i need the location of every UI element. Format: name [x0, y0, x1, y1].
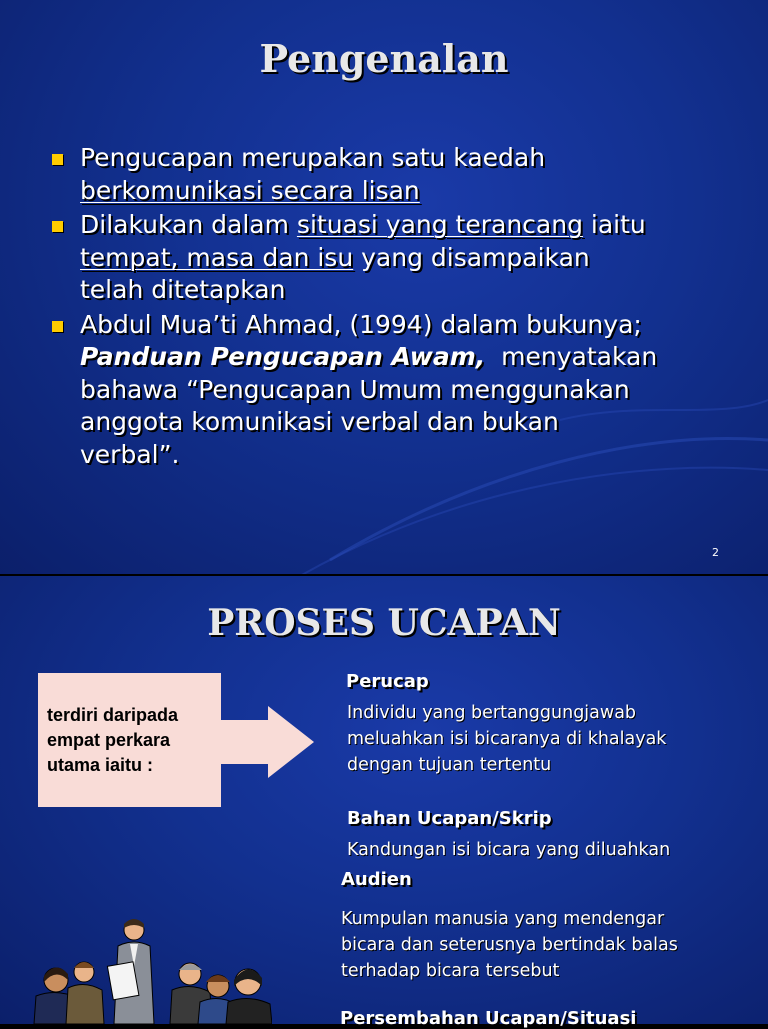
term-audien: Audien: [341, 869, 412, 890]
bullet-list: [48, 142, 728, 473]
bullet-item: [48, 309, 728, 472]
square-bullet-icon: [52, 154, 63, 165]
intro-box-line: utama iaitu :: [47, 755, 154, 775]
square-bullet-icon: [52, 321, 63, 332]
description-line: bicara dan seterusnya bertindak balas: [341, 935, 678, 955]
book-title: Panduan Pengucapan Awam,: [80, 342, 486, 371]
bullet-item: [48, 142, 728, 207]
bullet-text: telah ditetapkan: [80, 275, 286, 304]
page-number: 2: [712, 546, 719, 559]
bullet-text: yang disampaikan: [353, 242, 590, 272]
right-arrow-icon: [220, 706, 316, 778]
bullet-text: bahawa “Pengucapan Umum menggunakan: [80, 374, 630, 404]
term-description: [347, 837, 670, 863]
term-persembahan: Persembahan Ucapan/Situasi: [340, 1008, 637, 1029]
page-title: Pengenalan: [259, 36, 509, 81]
bullet-text: anggota komunikasi verbal dan bukan: [80, 407, 559, 436]
square-bullet-icon: [52, 221, 63, 232]
term-description: [341, 906, 678, 984]
underlined-text: situasi yang terancang: [296, 210, 583, 239]
bullet-text: menyatakan: [485, 342, 658, 371]
intro-box-line: terdiri daripada: [47, 705, 179, 725]
intro-box-line: empat perkara: [47, 730, 171, 750]
intro-box: [38, 673, 221, 807]
underlined-text: berkomunikasi secara lisan: [80, 175, 420, 205]
term-bahan-ucapan: Bahan Ucapan/Skrip: [347, 808, 552, 829]
bullet-item: [48, 209, 728, 307]
audience-people-clipart: [22, 910, 272, 1024]
underlined-text: tempat, masa dan isu: [80, 242, 354, 272]
description-line: meluahkan isi bicaranya di khalayak: [347, 729, 667, 749]
term-perucap: Perucap: [346, 671, 429, 692]
description-line: terhadap bicara tersebut: [341, 961, 560, 981]
bullet-text: Abdul Mua’ti Ahmad, (1994) dalam bukunya;: [80, 309, 642, 339]
bullet-text: Pengucapan merupakan satu kaedah: [80, 143, 546, 172]
slide-title: PROSES UCAPAN: [207, 602, 561, 644]
bullet-text: Dilakukan dalam: [80, 210, 297, 239]
description-line: Kandungan isi bicara yang diluahkan: [347, 840, 671, 860]
description-line: dengan tujuan tertentu: [347, 755, 552, 775]
description-line: Kumpulan manusia yang mendengar: [341, 909, 665, 929]
bullet-text: iaitu: [582, 210, 646, 239]
term-description: [347, 700, 666, 778]
bullet-text: verbal”.: [80, 439, 180, 469]
description-line: Individu yang bertanggungjawab: [347, 703, 637, 723]
